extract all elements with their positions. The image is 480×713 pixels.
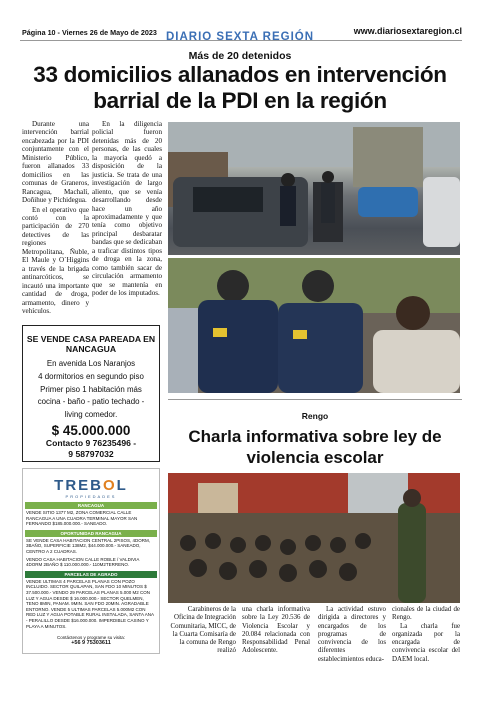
section-band: OPORTUNIDAD RANCAGUA: [25, 530, 157, 537]
ad-line: Primer piso 1 habitación más: [40, 384, 142, 394]
header-divider: [20, 40, 462, 41]
masthead-title: DIARIO SEXTA REGIÓN: [165, 31, 315, 43]
section-divider: [168, 399, 462, 400]
pdi-officers-photo: [168, 258, 460, 393]
trebol-logo: TREBOL: [54, 477, 128, 494]
ad-title: SE VENDE CASA PAREADA EN NANCAGUA: [26, 334, 156, 354]
page-date: Página 10 - Viernes 26 de Mayo de 2023: [22, 28, 157, 37]
ad-line: living comedor.: [64, 410, 118, 420]
raid-photo-vehicles: [168, 122, 460, 255]
article1-paragraph: En la diligencia policial fueron detenidas más de 20 personas, de las cuales la mayoría quedó a disposición de la justicia. Se trata de una investigación de largo aliento, que se venía desarrollando desde hace un año aproximadamente y que tenía como objetivo principal desbaratar bandas que se dedicaban a traficar distintos tipos de droga en la zona, como también sacar de circulación armamento que se mantenía en poder de los imputados.: [92, 120, 162, 298]
article1-paragraph: En el operativo que contó con la participación de 270 detectives de las regiones Metropolitana, Ñuble, El Maule y O´Higgins a través de la brigada antinarcóticos, se incautó una importante cantidad de droga, armamento, dinero y vehículos.: [22, 205, 89, 315]
school-talk-photo: [168, 473, 460, 603]
trebol-properties-ad: [22, 468, 160, 654]
article1-column-2: [92, 120, 162, 299]
ad-contact: Contacto 9 76235496 -: [45, 437, 137, 448]
ad-line: En avenida Los Naranjos: [46, 359, 136, 368]
listing-text: VENDE ULTIMAS 4 PARCELAS PLANAS CON POZO INCLUIDO. SECTOR QUILAPAN, SAN FDO 10 MINUTOS $ 37.500.000.- VENDO 29 PARCELAS PLANAS 5.000 M2 CON LUZ Y AGUA DESDE $ 16.000.000.- SECTOR QUELMEN, TENO 8MIN, PANAM. 9MIN. SAN FDO 20MIN. AGRADABLE ENTORNO. VENDE 5 ULTIMAS PARCELAS 5.000M2 CON RED LUZ Y AGUA POTABLE RURAL INSTALADA, SANTA ANA - PERALILLO DESDE $16.000.000. IMPERDIBLE CASINO Y PLAYA A MINUTOS.: [26, 578, 154, 629]
article1-kicker: Más de 20 detenidos: [188, 50, 292, 62]
ad-contact-2: 9 58797032: [68, 448, 114, 459]
article2-paragraph: cionales de la ciudad de Rengo.: [392, 606, 460, 622]
article1-headline: 33 domicilios allanados en intervención barrial de la PDI en la región: [33, 62, 447, 113]
article2-headline: Charla informativa sobre ley de violencia escolar: [188, 427, 442, 467]
article1-column-1: [22, 120, 89, 316]
ad-price: $ 45.000.000: [51, 422, 131, 438]
listing-text: SE VENDE CASA HABITACION CENTRAL 2PISOS, 4DORM, 3BAÑO, SUPERFICIE 138M2, $44.000.000.- SANEADO, CENTRO A 2 CUADRAS.: [26, 537, 151, 554]
trebol-subtitle: PROPIEDADES: [65, 494, 117, 499]
listing-text: VENDE SITIO 1377 M2, ZONA COMERCIAL CALLE RANCAGUA A UNA CUADRA TERMINAL MAYOR SAN FERNANDO $185.000.000.- SANEADO.: [26, 510, 138, 527]
ad-line: 4 dormitorios en segundo piso: [38, 371, 144, 381]
house-for-sale-ad: [22, 325, 160, 462]
article2-column-4: [392, 606, 460, 664]
listing-text: VENDO CASA HABITACION CALLE ROBLE / VALDIVIA 4DORM 2BAÑO $ 110.000.000.- 110M2TERRENO.: [26, 556, 140, 568]
section-band: PARCELAS DE AGRADO: [25, 571, 157, 578]
article2-paragraph: La charla fue organizada por la encargada de convivencia escolar del DAEM local.: [392, 622, 460, 663]
ad-line: cocina - baño - patio techado -: [37, 397, 145, 407]
article1-paragraph: Durante una intervención barrial encabezada por la PDI conjuntamente con el Ministerio Público, fueron allanados 33 domicilios en las comunas de Graneros, Rancagua, Machalí, Doñihue y Pichidegua.: [22, 120, 89, 205]
article2-column-2: una charla informativa sobre la Ley 20.536 de Violencia Escolar y 20.084 relacionada con Responsabilidad Penal Adolescente.: [242, 606, 310, 655]
ad-footer: Contáctenos y programe su visita:: [56, 635, 126, 641]
article2-column-3: La actividad estuvo dirigida a directores y encargados de los programas de convivencia de los diferentes establecimientos educa-: [318, 606, 386, 663]
article2-column-1: Carabineros de la Oficina de Integración Comunitaria, MICC, de la Cuarta Comisaría de la comuna de Rengo realizó: [170, 606, 236, 655]
ad-phone: +56 9 75303611: [71, 640, 111, 647]
website-link[interactable]: www.diariosextaregion.cl: [353, 26, 462, 36]
article2-kicker: Rengo: [301, 411, 329, 421]
section-band: RANCAGUA: [25, 502, 157, 509]
